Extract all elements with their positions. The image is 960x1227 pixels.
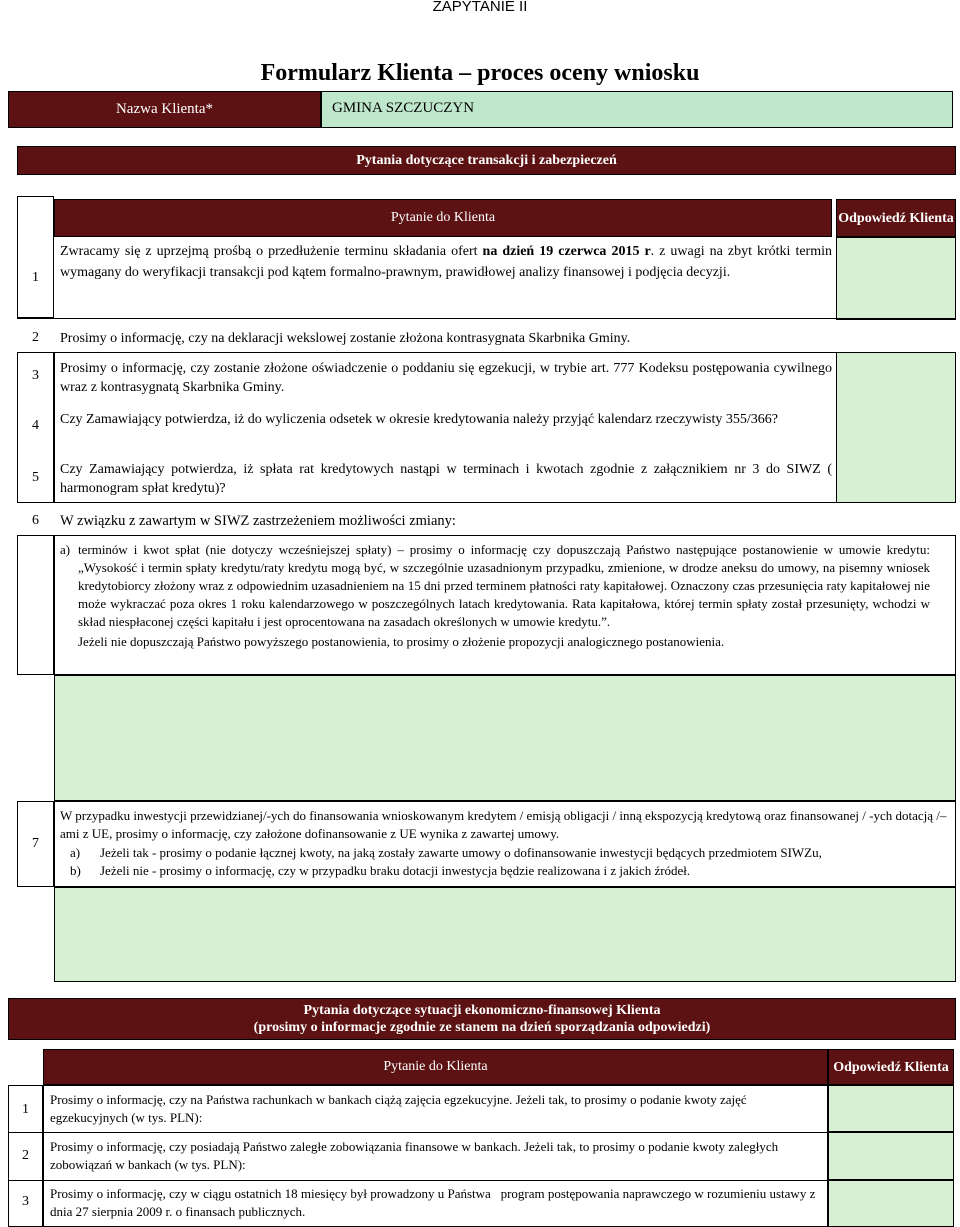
answer-field-7[interactable]	[54, 887, 956, 982]
column-header-answer	[836, 199, 956, 237]
list-marker: a)	[70, 845, 81, 860]
economic-question-2-text: Prosimy o informację, czy posiadają Państwo zaległe zobowiązania finansowe w bankach. Jeżeli tak, to prosimy o podanie kwoty zaległych zobowiązań w bankach (w tys. PLN):	[50, 1139, 779, 1172]
question-2-text: Prosimy o informację, czy na deklaracji wekslowej zostanie złożona kontrasygnata Skarbnika Gminy.	[60, 331, 631, 346]
row-number: 2	[22, 1148, 29, 1163]
row-number: 1	[22, 1102, 29, 1117]
row-number: 4	[32, 418, 39, 433]
question-1-text-part1: Zwracamy się z uprzejmą prośbą o przedłużenie terminu składania ofert	[60, 244, 478, 259]
section-economic-heading	[8, 998, 956, 1040]
client-name-label-text: Nazwa Klienta*	[115, 101, 214, 117]
question-1-text	[60, 241, 832, 283]
row-number: 2	[32, 330, 39, 345]
row-number: 1	[32, 270, 39, 285]
client-name-field[interactable]	[321, 91, 953, 128]
question-7-item-b-text: Jeżeli nie - prosimy o informację, czy w przypadku braku dotacji inwestycja będzie realizowana i z jakich źródeł.	[100, 863, 691, 878]
question-7-item-b	[70, 862, 948, 880]
column-header-question	[54, 199, 832, 237]
row-number: 3	[22, 1194, 29, 1209]
list-marker: b)	[70, 863, 81, 878]
divider	[8, 1180, 954, 1181]
question-1-date-highlight: na dzień 19 czerwca 2015 r	[482, 244, 651, 259]
question-1-text-part2: . z uwagi na zbyt krótki termin wymagany do weryfikacji transakcji pod kątem formalno-prawnym, prawidłowej analizy finansowej i podjęcia decyzji.	[60, 244, 832, 280]
row-number: 7	[32, 836, 39, 851]
answer-field-3-5[interactable]	[836, 352, 956, 503]
economic-question-1-text: Prosimy o informację, czy na Państwa rachunkach w bankach ciążą zajęcia egzekucyjne. Jeżeli tak, to prosimy o podanie kwoty zajęć egzekucyjnych (w tys. PLN):	[50, 1092, 747, 1125]
section-transactions-heading-text: Pytania dotyczące transakcji i zabezpieczeń	[356, 152, 617, 168]
row-number-cell	[17, 196, 54, 318]
question-3-text: Prosimy o informację, czy zostanie złożone oświadczenie o poddaniu się egzekucji, w trybie art. 777 Kodeksu postępowania cywilnego wraz z kontrasygnatą Skarbnika Gminy.	[60, 361, 832, 395]
question-4-text: Czy Zamawiający potwierdza, iż do wyliczenia odsetek w okresie kredytowania należy przyjąć kalendarz rzeczywisty 355/366?	[60, 412, 778, 427]
question-7-item-a	[70, 844, 948, 862]
question-7-text	[60, 807, 948, 880]
column-header-question-text: Pytanie do Klienta	[390, 210, 496, 225]
question-6-text: W związku z zawartym w SIWZ zastrzeżeniem możliwości zmiany:	[60, 513, 456, 529]
answer-field-1[interactable]	[836, 237, 956, 320]
question-6-note: Jeżeli nie dopuszczają Państwo powyższego postanowienia, to prosimy o złożenie propozycji analogicznego postanowienia.	[78, 634, 725, 649]
document-header-label: ZAPYTANIE II	[432, 0, 528, 15]
form-title: Formularz Klienta – proces oceny wniosku	[260, 60, 700, 86]
question-6-option-a-text: terminów i kwot spłat (nie dotyczy wcześniejszej spłaty) – prosimy o informację czy dopuszczają Państwo następujące postanowienie w umowie kredytu: „Wysokość i termin spłaty kredytu/raty kredytu mogą być, w szczególnie uzasadnionym przypadku, zmienione, w drodze aneksu do umowy, na pisemny wniosek kredytobiorcy złożony wraz z odpowiednim uzasadnieniem na 15 dni przed terminem płatności raty kapitałowej. Oznaczony czas przesunięcia raty kapitałowej nie może wykraczać poza okres 1 roku kalendarzowego w poszczególnych latach kredytowania. Rata kapitałowa, której termin spłaty został przesunięty, wchodzi w skład niespłaconej części kapitału i jest oprocentowana na zasadach określonych w umowie kredytu.”.	[78, 542, 930, 629]
question-7-intro: W przypadku inwestycji przewidzianej/-ych do finansowania wnioskowanym kredytem / emisją obligacji / inną ekspozycją kredytową oraz finansowanej / -ych dotacją /–ami z UE, prosimy o informację, czy założone dofinansowanie z UE wynika z zawartej umowy.	[60, 808, 947, 841]
economic-question-3-text: Prosimy o informację, czy w ciągu ostatnich 18 miesięcy był prowadzony u Państwa program postępowania naprawczego w rozumieniu ustawy z dnia 27 sierpnia 2009 r. o finansach publicznych.	[50, 1186, 819, 1219]
divider	[8, 1132, 954, 1133]
economic-answer-field-3[interactable]	[828, 1180, 954, 1227]
column-header-answer-text: Odpowiedź Klienta	[838, 210, 954, 226]
row-number-cell	[17, 535, 54, 675]
column-header-question-text: Pytanie do Klienta	[383, 1059, 488, 1074]
row-number: 6	[32, 513, 39, 528]
divider	[17, 318, 956, 319]
economic-answer-field-1[interactable]	[828, 1085, 954, 1132]
column-header-question	[43, 1049, 828, 1085]
client-name-value: GMINA SZCZUCZYN	[332, 100, 475, 116]
row-number: 5	[32, 470, 39, 485]
section-transactions-heading	[17, 146, 956, 175]
economic-answer-field-2[interactable]	[828, 1132, 954, 1180]
answer-field-6[interactable]	[54, 675, 956, 801]
question-5-text: Czy Zamawiający potwierdza, iż spłata rat kredytowych nastąpi w terminach i kwotach zgodnie z załącznikiem nr 3 do SIWZ ( harmonogram spłat kredytu)?	[60, 462, 832, 496]
question-7-item-a-text: Jeżeli tak - prosimy o podanie łącznej kwoty, na jaką zostały zawarte umowy o dofinansowanie inwestycji będących przedmiotem SIWZu,	[100, 845, 822, 860]
list-marker: a)	[60, 542, 71, 557]
column-header-answer-text: Odpowiedź Klienta	[833, 1059, 949, 1075]
column-header-answer	[828, 1049, 954, 1085]
row-number: 3	[32, 368, 39, 383]
question-6-option-a	[60, 541, 930, 651]
client-name-label	[8, 91, 321, 128]
section-economic-heading-line2: (prosimy o informacje zgodnie ze stanem na dzień sporządzania odpowiedzi)	[253, 1020, 711, 1035]
section-economic-heading-line1: Pytania dotyczące sytuacji ekonomiczno-finansowej Klienta	[303, 1003, 661, 1018]
